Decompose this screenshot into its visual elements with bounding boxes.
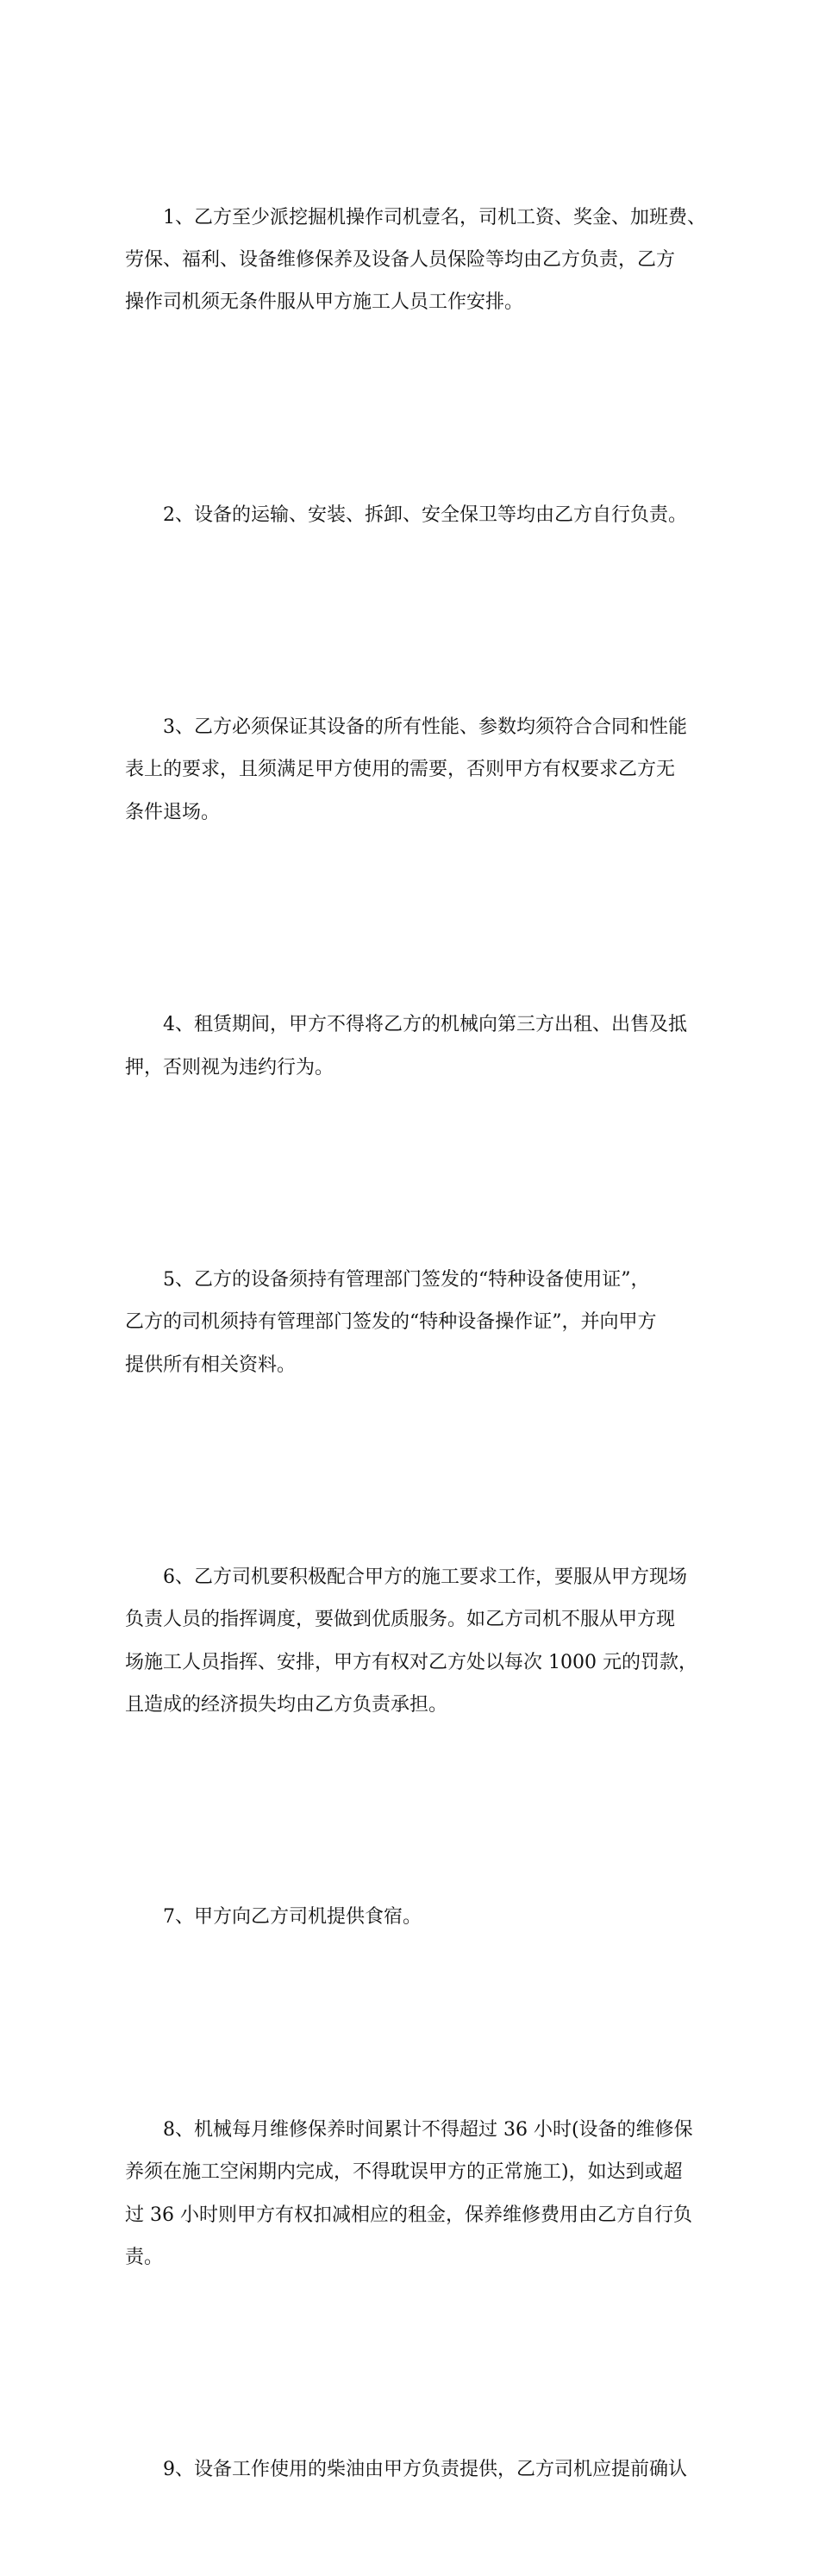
text-line: 提供所有相关资料。	[125, 1354, 297, 1376]
text-line: 1、乙方至少派挖掘机操作司机壹名，司机工资、奖金、加班费、	[125, 206, 706, 228]
text-line: 8、机械每月维修保养时间累计不得超过 36 小时(设备的维修保	[125, 2118, 693, 2141]
text-line: 7、甲方向乙方司机提供食宿。	[125, 1906, 422, 1929]
text-line: 表上的要求，且须满足甲方使用的需要，否则甲方有权要求乙方无	[125, 759, 676, 781]
clause-8	[125, 2023, 698, 2363]
text-line: 负责人员的指挥调度，要做到优质服务。如乙方司机不服从甲方现	[125, 1609, 676, 1631]
text-line: 押，否则视为违约行为。	[125, 1056, 334, 1079]
text-line: 2、设备的运输、安装、拆卸、安全保卫等均由乙方自行负责。	[125, 503, 687, 526]
document-body	[125, 111, 706, 2576]
text-line: 乙方的司机须持有管理部门签发的“特种设备操作证”，并向甲方	[125, 1311, 657, 1334]
text-line: 6、乙方司机要积极配合甲方的施工要求工作，要服从甲方现场	[125, 1566, 687, 1589]
clause-5	[125, 1173, 698, 1471]
text-line: 条件退场。	[125, 801, 221, 823]
text-line: 劳保、福利、设备维修保养及设备人员保险等均由乙方负责，乙方	[125, 248, 676, 271]
clause-3	[125, 622, 698, 919]
text-line: 4、租赁期间，甲方不得将乙方的机械向第三方出租、出售及抵	[125, 1014, 687, 1036]
text-line: 养须在施工空闲期内完成，不得耽误甲方的正常施工)，如达到或超	[125, 2161, 683, 2184]
clause-9	[125, 2364, 698, 2576]
clause-4	[125, 919, 698, 1174]
text-line: 过 36 小时则甲方有权扣减相应的租金，保养维修费用由乙方自行负	[125, 2204, 692, 2226]
text-line: 操作司机须无条件服从甲方施工人员工作安排。	[125, 291, 524, 314]
text-line: 9、设备工作使用的柴油由甲方负责提供，乙方司机应提前确认	[125, 2459, 687, 2481]
text-line: 场施工人员指挥、安排，甲方有权对乙方处以每次 1000 元的罚款，	[125, 1651, 697, 1673]
text-line: 责。	[125, 2246, 164, 2268]
clause-2	[125, 409, 698, 621]
clause-7	[125, 1811, 698, 2023]
clause-6	[125, 1472, 698, 1811]
text-line: 5、乙方的设备须持有管理部门签发的“特种设备使用证”，	[125, 1269, 650, 1291]
text-line: 且造成的经济损失均由乙方负责承担。	[125, 1693, 448, 1716]
clause-1	[125, 111, 706, 409]
text-line: 3、乙方必须保证其设备的所有性能、参数均须符合合同和性能	[125, 716, 687, 739]
